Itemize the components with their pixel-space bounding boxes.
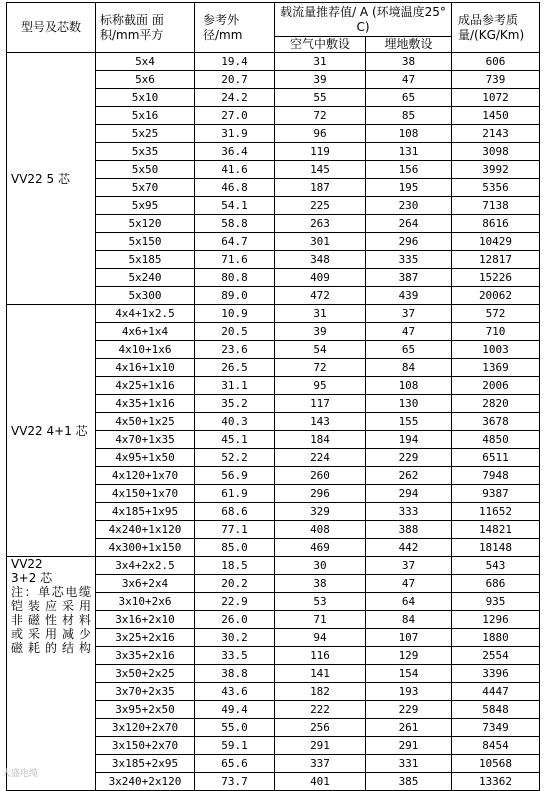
cell-weight: 3992 [452,161,540,179]
cell-size: 4x120+1x70 [96,467,195,485]
cell-size: 5x300 [96,287,195,305]
cell-ampacity-air: 39 [275,323,366,341]
cell-weight: 5356 [452,179,540,197]
cell-weight: 2006 [452,377,540,395]
cell-size: 4x6+1x4 [96,323,195,341]
cell-outer-diameter: 23.6 [195,341,275,359]
cell-ampacity-ground: 155 [366,413,452,431]
cell-outer-diameter: 26.5 [195,359,275,377]
cell-outer-diameter: 43.6 [195,683,275,701]
cell-ampacity-air: 72 [275,359,366,377]
cell-ampacity-air: 291 [275,737,366,755]
cell-ampacity-air: 222 [275,701,366,719]
cell-outer-diameter: 73.7 [195,773,275,791]
cell-size: 4x240+1x120 [96,521,195,539]
cell-weight: 12817 [452,251,540,269]
cell-ampacity-ground: 107 [366,629,452,647]
header-model: 型号及芯数 [7,3,96,53]
cell-size: 4x300+1x150 [96,539,195,557]
cell-weight: 1003 [452,341,540,359]
cell-outer-diameter: 59.1 [195,737,275,755]
cell-size: 3x95+2x50 [96,701,195,719]
group-label: VV22 [11,557,43,571]
cell-weight: 5848 [452,701,540,719]
cell-ampacity-air: 301 [275,233,366,251]
cell-outer-diameter: 19.4 [195,53,275,71]
cell-weight: 2820 [452,395,540,413]
group-note-line: 铠装应采用 [11,599,91,613]
cell-size: 4x35+1x16 [96,395,195,413]
cell-ampacity-air: 348 [275,251,366,269]
cell-ampacity-air: 38 [275,575,366,593]
table-body [7,53,540,791]
cell-outer-diameter: 20.7 [195,71,275,89]
cell-outer-diameter: 85.0 [195,539,275,557]
cell-ampacity-air: 39 [275,71,366,89]
cell-weight: 15226 [452,269,540,287]
cell-size: 3x35+2x16 [96,647,195,665]
cell-ampacity-ground: 385 [366,773,452,791]
cell-ampacity-ground: 47 [366,575,452,593]
cell-outer-diameter: 58.8 [195,215,275,233]
cell-weight: 935 [452,593,540,611]
cell-outer-diameter: 54.1 [195,197,275,215]
cell-size: 5x185 [96,251,195,269]
cell-ampacity-ground: 262 [366,467,452,485]
cell-ampacity-ground: 335 [366,251,452,269]
cell-outer-diameter: 31.1 [195,377,275,395]
cell-outer-diameter: 71.6 [195,251,275,269]
cell-ampacity-air: 401 [275,773,366,791]
group-label-cell [7,557,96,791]
cell-outer-diameter: 31.9 [195,125,275,143]
cell-ampacity-ground: 129 [366,647,452,665]
cell-size: 4x95+1x50 [96,449,195,467]
cell-weight: 2554 [452,647,540,665]
cell-ampacity-ground: 230 [366,197,452,215]
cell-ampacity-ground: 193 [366,683,452,701]
cell-outer-diameter: 24.2 [195,89,275,107]
cell-size: 5x16 [96,107,195,125]
cell-outer-diameter: 26.0 [195,611,275,629]
cell-ampacity-air: 55 [275,89,366,107]
cell-ampacity-ground: 154 [366,665,452,683]
cell-weight: 3396 [452,665,540,683]
cell-ampacity-ground: 195 [366,179,452,197]
cell-outer-diameter: 22.9 [195,593,275,611]
group-label: VV22 5 芯 [11,171,70,186]
cell-weight: 3678 [452,413,540,431]
cell-ampacity-air: 409 [275,269,366,287]
cell-size: 3x16+2x10 [96,611,195,629]
cell-outer-diameter: 45.1 [195,431,275,449]
cell-ampacity-ground: 65 [366,89,452,107]
cell-ampacity-ground: 108 [366,377,452,395]
cell-weight: 1072 [452,89,540,107]
cell-ampacity-air: 117 [275,395,366,413]
cell-outer-diameter: 61.9 [195,485,275,503]
cell-outer-diameter: 65.6 [195,755,275,773]
cell-size: 3x70+2x35 [96,683,195,701]
cell-weight: 4850 [452,431,540,449]
cell-size: 5x6 [96,71,195,89]
cell-ampacity-ground: 442 [366,539,452,557]
cell-ampacity-ground: 291 [366,737,452,755]
cell-weight: 6511 [452,449,540,467]
cell-weight: 710 [452,323,540,341]
cell-weight: 8616 [452,215,540,233]
cell-size: 4x150+1x70 [96,485,195,503]
cell-size: 5x150 [96,233,195,251]
cell-outer-diameter: 27.0 [195,107,275,125]
cell-outer-diameter: 80.8 [195,269,275,287]
group-label-cell [7,305,96,557]
cell-ampacity-air: 472 [275,287,366,305]
cell-weight: 20062 [452,287,540,305]
cell-ampacity-air: 187 [275,179,366,197]
cell-weight: 739 [452,71,540,89]
cell-weight: 686 [452,575,540,593]
cell-weight: 4447 [452,683,540,701]
cell-ampacity-ground: 387 [366,269,452,287]
cell-ampacity-air: 116 [275,647,366,665]
cell-outer-diameter: 56.9 [195,467,275,485]
cable-spec-table [6,2,540,791]
cell-ampacity-ground: 156 [366,161,452,179]
cell-weight: 10568 [452,755,540,773]
cell-ampacity-ground: 47 [366,323,452,341]
table-row [7,557,540,575]
cell-weight: 572 [452,305,540,323]
cell-size: 5x95 [96,197,195,215]
cell-size: 5x70 [96,179,195,197]
cell-size: 5x35 [96,143,195,161]
header-ampacity-air: 空气中敷设 [275,37,366,53]
cell-size: 5x10 [96,89,195,107]
header-ampacity-ground: 埋地敷设 [366,37,452,53]
cell-ampacity-air: 329 [275,503,366,521]
cell-size: 5x50 [96,161,195,179]
cell-size: 5x25 [96,125,195,143]
cell-weight: 7138 [452,197,540,215]
cell-ampacity-ground: 333 [366,503,452,521]
cell-ampacity-ground: 194 [366,431,452,449]
group-core-label: 3+2 芯 [11,571,53,585]
cell-outer-diameter: 20.2 [195,575,275,593]
cell-size: 3x6+2x4 [96,575,195,593]
cell-weight: 10429 [452,233,540,251]
cell-ampacity-ground: 37 [366,557,452,575]
cell-weight: 543 [452,557,540,575]
group-note-line: 磁耗的结构 [11,641,91,655]
cell-ampacity-air: 224 [275,449,366,467]
cell-outer-diameter: 36.4 [195,143,275,161]
cell-ampacity-air: 256 [275,719,366,737]
cell-ampacity-ground: 131 [366,143,452,161]
cell-ampacity-ground: 84 [366,611,452,629]
group-note-line: 非磁性材料 [11,613,91,627]
cell-ampacity-ground: 439 [366,287,452,305]
cell-ampacity-ground: 294 [366,485,452,503]
cell-ampacity-air: 225 [275,197,366,215]
cell-ampacity-air: 71 [275,611,366,629]
cell-ampacity-air: 94 [275,629,366,647]
cell-weight: 2143 [452,125,540,143]
cell-size: 3x50+2x25 [96,665,195,683]
cell-outer-diameter: 40.3 [195,413,275,431]
cell-ampacity-air: 469 [275,539,366,557]
cell-size: 4x25+1x16 [96,377,195,395]
cell-ampacity-air: 53 [275,593,366,611]
cell-outer-diameter: 35.2 [195,395,275,413]
cell-weight: 13362 [452,773,540,791]
cell-outer-diameter: 52.2 [195,449,275,467]
cell-size: 4x50+1x25 [96,413,195,431]
cell-size: 5x240 [96,269,195,287]
cell-size: 3x25+2x16 [96,629,195,647]
group-note-line: 或采用减少 [11,627,91,641]
group-label-cell [7,53,96,305]
cell-weight: 7349 [452,719,540,737]
cell-ampacity-ground: 108 [366,125,452,143]
cell-weight: 11652 [452,503,540,521]
cell-weight: 14821 [452,521,540,539]
cell-ampacity-air: 182 [275,683,366,701]
cell-size: 3x185+2x95 [96,755,195,773]
cell-outer-diameter: 77.1 [195,521,275,539]
cell-ampacity-ground: 229 [366,449,452,467]
cell-weight: 3098 [452,143,540,161]
cell-ampacity-air: 54 [275,341,366,359]
cell-ampacity-air: 296 [275,485,366,503]
cell-weight: 1880 [452,629,540,647]
cell-size: 3x10+2x6 [96,593,195,611]
header-outer-diameter: 参考外径/mm [195,3,275,53]
cell-outer-diameter: 89.0 [195,287,275,305]
cell-size: 4x185+1x95 [96,503,195,521]
cell-outer-diameter: 30.2 [195,629,275,647]
cell-outer-diameter: 64.7 [195,233,275,251]
cell-ampacity-ground: 264 [366,215,452,233]
cell-ampacity-air: 260 [275,467,366,485]
cell-ampacity-air: 145 [275,161,366,179]
cell-outer-diameter: 20.5 [195,323,275,341]
table-row [7,305,540,323]
cell-ampacity-air: 337 [275,755,366,773]
cell-size: 4x10+1x6 [96,341,195,359]
cell-ampacity-ground: 130 [366,395,452,413]
cell-ampacity-ground: 331 [366,755,452,773]
cell-size: 3x150+2x70 [96,737,195,755]
cell-weight: 7948 [452,467,540,485]
cell-ampacity-ground: 38 [366,53,452,71]
cell-size: 3x120+2x70 [96,719,195,737]
cell-ampacity-air: 263 [275,215,366,233]
cell-size: 4x16+1x10 [96,359,195,377]
cell-ampacity-ground: 37 [366,305,452,323]
cell-ampacity-ground: 47 [366,71,452,89]
cell-ampacity-ground: 388 [366,521,452,539]
cell-weight: 18148 [452,539,540,557]
cell-ampacity-air: 408 [275,521,366,539]
cell-ampacity-air: 95 [275,377,366,395]
cell-weight: 1296 [452,611,540,629]
header-ampacity: 载流量推荐值/ A (环境温度25° C) [275,3,452,37]
cell-ampacity-air: 141 [275,665,366,683]
cell-size: 3x4+2x2.5 [96,557,195,575]
cell-size: 5x4 [96,53,195,71]
cell-ampacity-air: 143 [275,413,366,431]
cell-weight: 606 [452,53,540,71]
cell-ampacity-air: 119 [275,143,366,161]
cell-ampacity-ground: 261 [366,719,452,737]
table-header [7,3,540,53]
cell-ampacity-ground: 65 [366,341,452,359]
cell-size: 3x240+2x120 [96,773,195,791]
cell-ampacity-air: 72 [275,107,366,125]
group-note-line: 注：单芯电缆 [11,585,91,599]
cell-weight: 1450 [452,107,540,125]
cell-size: 4x70+1x35 [96,431,195,449]
cell-ampacity-ground: 85 [366,107,452,125]
cell-size: 4x4+1x2.5 [96,305,195,323]
cell-weight: 1369 [452,359,540,377]
cell-outer-diameter: 18.5 [195,557,275,575]
watermark: 大盛电缆 [2,769,39,779]
cell-ampacity-ground: 84 [366,359,452,377]
cell-ampacity-air: 96 [275,125,366,143]
cable-spec-sheet [6,2,540,791]
cell-size: 5x120 [96,215,195,233]
header-area: 标称截面 面积/mm平方 [96,3,195,53]
cell-ampacity-air: 184 [275,431,366,449]
cell-outer-diameter: 33.5 [195,647,275,665]
cell-outer-diameter: 46.8 [195,179,275,197]
cell-weight: 8454 [452,737,540,755]
table-row [7,53,540,71]
cell-ampacity-ground: 296 [366,233,452,251]
cell-outer-diameter: 10.9 [195,305,275,323]
cell-outer-diameter: 68.6 [195,503,275,521]
group-label: VV22 4+1 芯 [11,423,88,438]
header-weight: 成品参考质量/(KG/Km) [452,3,540,53]
cell-outer-diameter: 38.8 [195,665,275,683]
cell-ampacity-air: 31 [275,305,366,323]
cell-outer-diameter: 55.0 [195,719,275,737]
cell-weight: 9387 [452,485,540,503]
cell-ampacity-ground: 64 [366,593,452,611]
cell-outer-diameter: 41.6 [195,161,275,179]
cell-ampacity-air: 31 [275,53,366,71]
cell-ampacity-air: 30 [275,557,366,575]
cell-outer-diameter: 49.4 [195,701,275,719]
cell-ampacity-ground: 229 [366,701,452,719]
